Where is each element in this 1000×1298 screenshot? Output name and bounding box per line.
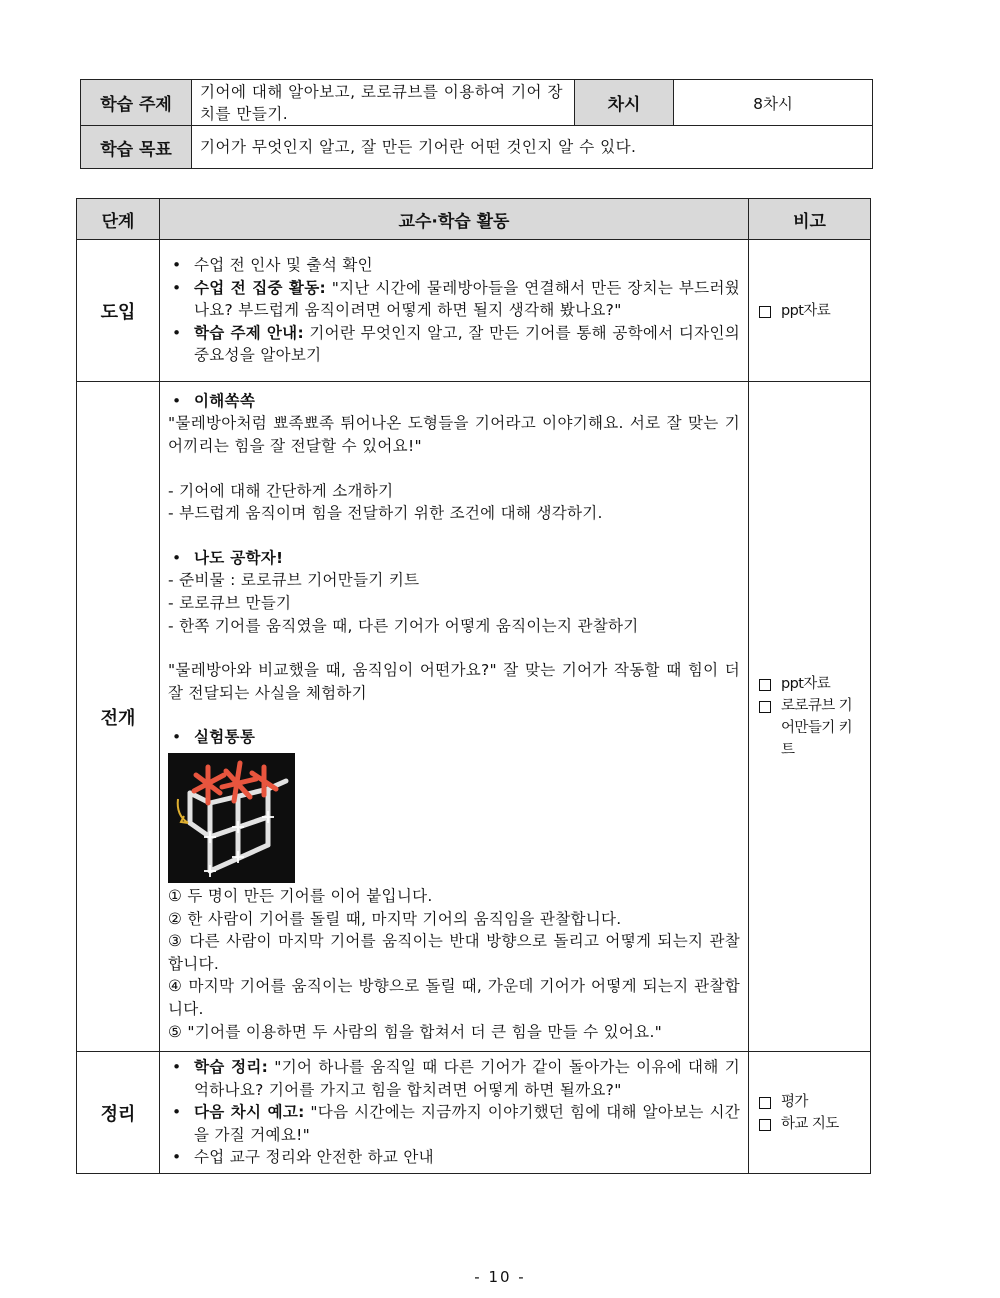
dev-item-3: - 준비물 : 로로큐브 기어만들기 키트 [168,571,420,590]
checkbox-icon [759,306,771,318]
dev-item-2: - 부드럽게 움직이며 힘을 전달하기 위한 조건에 대해 생각하기. [168,504,603,523]
intro-note [749,240,871,382]
step-3: ③ 다른 사람이 마지막 기어를 움직이는 반대 방향으로 돌리고 어떻게 되는지 관찰합니다. [168,932,740,973]
topic-label: 학습 주제 [81,80,192,126]
checkbox-icon [759,701,771,713]
goal-value: 기어가 무엇인지 알고, 잘 만든 기어란 어떤 것인지 알 수 있다. [192,126,873,169]
dev-note-text-2: 로로큐브 기어만들기 키트 [781,697,853,758]
section-heading-engineer: • 나도 공학자! [168,547,740,570]
wrap-note-item-1 [757,1091,869,1113]
step-5: ⑤ "기어를 이용하면 두 사람의 힘을 합쳐서 더 큰 힘을 만들 수 있어요." [168,1022,663,1041]
intro-bullet-1: • 수업 전 인사 및 출석 확인 [168,254,740,277]
gear-cube-photo [168,753,295,883]
wrap-bullet-3: • 수업 교구 정리와 안전한 하교 안내 [168,1146,740,1169]
lesson-plan-table [76,198,871,1174]
development-stage: 전개 [77,382,160,1052]
intro-bullet-2 [168,277,740,322]
intro-note-item [757,300,869,322]
section-heading-understanding: • 이해쏙쏙 [168,390,740,413]
development-row [77,382,871,1052]
step-2: ② 한 사람이 기어를 돌릴 때, 마지막 기어의 움직임을 관찰합니다. [168,909,622,928]
dev-item-5: - 한쪽 기어를 움직였을 때, 다른 기어가 어떻게 움직이는지 관찰하기 [168,616,639,635]
wrap-up-note [749,1052,871,1174]
dev-note-item-2 [757,695,869,761]
intro-bullet-3-label: 학습 주제 안내: [194,323,304,342]
intro-bullet-3 [168,322,740,367]
intro-activities [160,240,749,382]
wrap-bullet-1 [168,1056,740,1101]
dev-quote-2: "물레방아와 비교했을 때, 움직임이 어떤가요?" 잘 맞는 기어가 작동할 때 힘이 더 잘 전달되는 사실을 체험하기 [168,661,740,702]
note-header: 비고 [749,199,871,240]
topic-value: 기어에 대해 알아보고, 로로큐브를 이용하여 기어 장치를 만들기. [192,80,575,126]
checkbox-icon [759,679,771,691]
checkbox-icon [759,1119,771,1131]
dev-quote-1: "물레방아처럼 뾰족뾰족 튀어나온 도형들을 기어라고 이야기해요. 서로 잘 맞는 기어끼리는 힘을 잘 전달할 수 있어요!" [168,414,740,456]
stage-header: 단계 [77,199,160,240]
intro-bullet-2-label: 수업 전 집중 활동: [194,278,326,297]
wrap-up-row [77,1052,871,1174]
wrap-up-activities [160,1052,749,1174]
wrap-bullet-2-label: 다음 차시 예고: [194,1103,305,1122]
activity-header: 교수·학습 활동 [160,199,749,240]
session-label: 차시 [575,80,674,126]
development-note [749,382,871,1052]
page-number: - 10 - [474,1268,526,1286]
step-1: ① 두 명이 만든 기어를 이어 붙입니다. [168,886,433,905]
intro-bullet-3-text: 기어란 무엇인지 알고, 잘 만든 기어를 통해 공학에서 디자인의 중요성을 알아보기 [194,323,740,365]
step-4: ④ 마지막 기어를 움직이는 방향으로 돌릴 때, 가운데 기어가 어떻게 되는지 관찰합니다. [168,977,740,1018]
session-value: 8차시 [674,80,873,126]
wrap-bullet-1-text: "기어 하나를 움직일 때 다른 기어가 같이 돌아가는 이유에 대해 기억하나요? 기어를 가지고 힘을 합치려면 어떻게 하면 될까요?" [194,1058,740,1099]
goal-label: 학습 목표 [81,126,192,169]
section-heading-experiment: • 실험통통 [168,726,740,749]
dev-item-4: - 로로큐브 만들기 [168,594,292,613]
development-activities [160,382,749,1052]
wrap-note-text-2: 하교 지도 [781,1115,839,1132]
dev-item-1: - 기어에 대해 간단하게 소개하기 [168,481,394,500]
lesson-info-table [80,79,873,169]
wrap-bullet-1-label: 학습 정리: [194,1058,269,1077]
intro-stage: 도입 [77,240,160,382]
wrap-bullet-2-text: "다음 시간에는 지금까지 이야기했던 힘에 대해 알아보는 시간을 가질 거예요!" [194,1103,740,1144]
intro-row [77,240,871,382]
wrap-bullet-2 [168,1101,740,1146]
dev-note-text-1: ppt자료 [781,675,831,692]
wrap-note-text-1: 평가 [781,1093,808,1110]
wrap-up-stage: 정리 [77,1052,160,1174]
wrap-note-item-2 [757,1113,869,1135]
dev-note-item-1 [757,673,869,695]
checkbox-icon [759,1097,771,1109]
intro-bullet-2-text: "지난 시간에 물레방아들을 연결해서 만든 장치는 부드러웠나요? 부드럽게 움직이려면 어떻게 하면 될지 생각해 봤나요?" [194,278,741,320]
intro-note-text: ppt자료 [781,302,831,319]
